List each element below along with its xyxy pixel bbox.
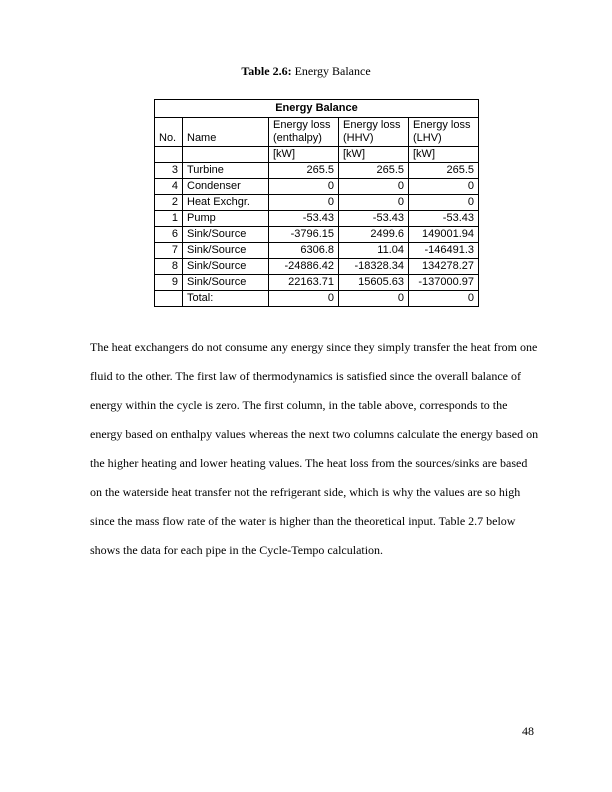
table-row <box>155 179 479 195</box>
cell-hhv: 265.5 <box>339 163 409 179</box>
header-energy-loss-enthalpy: Energy loss (enthalpy) <box>269 118 339 147</box>
cell-lhv: 265.5 <box>409 163 479 179</box>
body-line: since the mass flow rate of the water is higher than the theoretical input. Table 2.7 below <box>90 514 516 528</box>
table-unit-row <box>155 147 479 163</box>
cell-no: 3 <box>155 163 183 179</box>
header-energy-loss-lhv: Energy loss (LHV) <box>409 118 479 147</box>
cell-enthalpy: 6306.8 <box>269 243 339 259</box>
body-line: The heat exchangers do not consume any energy since they simply transfer the heat from one <box>90 340 538 354</box>
cell-enthalpy: 22163.71 <box>269 275 339 291</box>
cell-lhv: -53.43 <box>409 211 479 227</box>
cell-name: Pump <box>183 211 269 227</box>
header-name: Name <box>183 118 269 147</box>
cell-no: 6 <box>155 227 183 243</box>
unit-kw: [kW] <box>339 147 409 163</box>
table-row <box>155 275 479 291</box>
cell-lhv: 0 <box>409 195 479 211</box>
cell-enthalpy: 0 <box>269 179 339 195</box>
cell-no: 7 <box>155 243 183 259</box>
cell-enthalpy: 265.5 <box>269 163 339 179</box>
table-caption-label: Table 2.6: <box>241 64 292 78</box>
cell-no <box>155 291 183 307</box>
body-paragraph <box>90 333 550 565</box>
table-title: Energy Balance <box>155 100 479 118</box>
table-header-row <box>155 118 479 147</box>
cell-lhv: 0 <box>409 179 479 195</box>
unit-cell-empty <box>183 147 269 163</box>
cell-name: Sink/Source <box>183 275 269 291</box>
cell-name: Sink/Source <box>183 227 269 243</box>
cell-lhv: 149001.94 <box>409 227 479 243</box>
body-line: the higher heating and lower heating values. The heat loss from the sources/sinks are based <box>90 456 528 470</box>
cell-name: Condenser <box>183 179 269 195</box>
table-title-row <box>155 100 479 118</box>
cell-name: Sink/Source <box>183 243 269 259</box>
table-total-row <box>155 291 479 307</box>
body-line: on the waterside heat transfer not the refrigerant side, which is why the values are so high <box>90 485 521 499</box>
table-row <box>155 211 479 227</box>
cell-enthalpy: -3796.15 <box>269 227 339 243</box>
cell-no: 2 <box>155 195 183 211</box>
unit-kw: [kW] <box>409 147 479 163</box>
body-line: shows the data for each pipe in the Cycle-Tempo calculation. <box>90 543 384 557</box>
cell-hhv: -53.43 <box>339 211 409 227</box>
cell-hhv: 0 <box>339 179 409 195</box>
cell-name: Turbine <box>183 163 269 179</box>
body-line: fluid to the other. The first law of thermodynamics is satisfied since the overall balance of <box>90 369 521 383</box>
table-row <box>155 243 479 259</box>
table-caption <box>0 64 612 79</box>
cell-hhv: 0 <box>339 195 409 211</box>
body-line: energy based on enthalpy values whereas the next two columns calculate the energy based on <box>90 427 539 441</box>
header-no: No. <box>155 118 183 147</box>
cell-lhv: 134278.27 <box>409 259 479 275</box>
table-caption-title: Energy Balance <box>294 64 371 78</box>
cell-no: 9 <box>155 275 183 291</box>
cell-hhv: 0 <box>339 291 409 307</box>
cell-hhv: 15605.63 <box>339 275 409 291</box>
cell-enthalpy: -24886.42 <box>269 259 339 275</box>
table-row <box>155 163 479 179</box>
cell-name: Total: <box>183 291 269 307</box>
cell-lhv: -137000.97 <box>409 275 479 291</box>
cell-name: Sink/Source <box>183 259 269 275</box>
cell-no: 8 <box>155 259 183 275</box>
cell-no: 4 <box>155 179 183 195</box>
header-energy-loss-hhv: Energy loss (HHV) <box>339 118 409 147</box>
cell-enthalpy: -53.43 <box>269 211 339 227</box>
cell-enthalpy: 0 <box>269 195 339 211</box>
table-row <box>155 259 479 275</box>
cell-no: 1 <box>155 211 183 227</box>
table-row <box>155 227 479 243</box>
page-number: 48 <box>522 724 534 738</box>
unit-cell-empty <box>155 147 183 163</box>
body-line: energy within the cycle is zero. The first column, in the table above, corresponds to the <box>90 398 508 412</box>
cell-hhv: 11.04 <box>339 243 409 259</box>
cell-lhv: -146491.3 <box>409 243 479 259</box>
cell-hhv: -18328.34 <box>339 259 409 275</box>
cell-lhv: 0 <box>409 291 479 307</box>
energy-balance-table-container <box>154 99 479 307</box>
cell-name: Heat Exchgr. <box>183 195 269 211</box>
energy-balance-table <box>154 99 479 307</box>
cell-enthalpy: 0 <box>269 291 339 307</box>
table-row <box>155 195 479 211</box>
cell-hhv: 2499.6 <box>339 227 409 243</box>
unit-kw: [kW] <box>269 147 339 163</box>
